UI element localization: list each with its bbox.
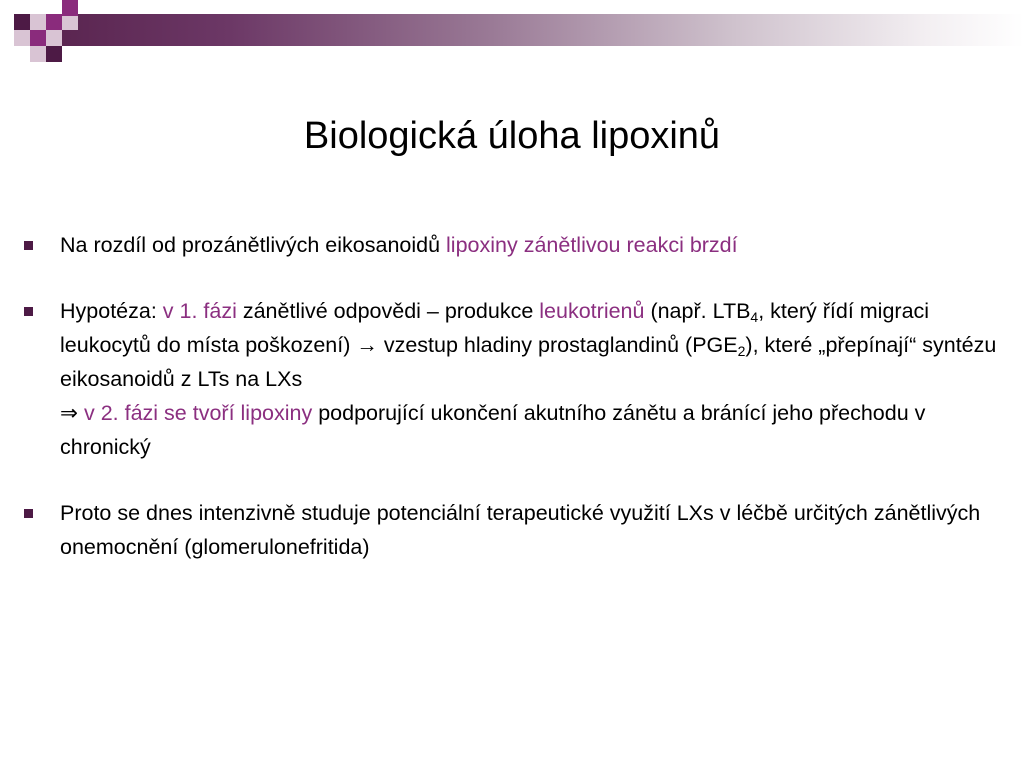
subscript: 2 [737, 343, 746, 359]
highlight-text: leukotrienů [539, 299, 645, 323]
deco-square [30, 46, 46, 62]
highlight-text: lipoxiny zánětlivou reakci brzdí [446, 233, 738, 257]
slide-title: Biologická úloha lipoxinů [303, 115, 721, 157]
deco-square [46, 46, 62, 62]
highlight-text: v 1. fázi [162, 299, 237, 323]
subscript: 4 [750, 309, 759, 325]
deco-square [30, 30, 46, 46]
square-bullet-icon [24, 241, 33, 250]
square-bullet-icon [24, 509, 33, 518]
highlight-text: v 2. fázi se tvoří lipoxiny [78, 401, 313, 425]
bullet-text: ), které „přepínají“ syntézu eikosanoidů z LTs na LXs [60, 333, 997, 391]
implies-symbol: ⇒ [60, 401, 79, 425]
bullet-text: , který řídí migraci leukocytů do místa poškození) → vzestup hladiny prostaglandinů (PGE [60, 299, 930, 357]
bullet-item [22, 496, 1012, 564]
header-gradient-band [56, 14, 1024, 46]
bullet-text: Na rozdíl od prozánětlivých eikosanoidů [60, 233, 447, 257]
deco-square [62, 0, 78, 16]
bullet-text: podporující ukončení akutního zánětu a bránící jeho přechodu v chronický [60, 401, 926, 459]
deco-square [14, 30, 30, 46]
bullet-text: Proto se dnes intenzivně studuje potenciální terapeutické využití LXs v léčbě určitých zánětlivých onemocnění (glomerulonefritida) [60, 501, 981, 559]
bullet-text: Hypotéza: [60, 299, 163, 323]
deco-square [46, 14, 62, 30]
deco-square [62, 14, 78, 30]
deco-square [30, 14, 46, 30]
bullet-text: zánětlivé odpovědi – produkce [236, 299, 540, 323]
bullet-item [22, 294, 1012, 464]
deco-square [46, 30, 62, 46]
square-bullet-icon [24, 307, 33, 316]
bullet-item [22, 228, 1012, 262]
deco-square [14, 14, 30, 30]
bullet-list [22, 228, 1012, 596]
header-decoration [0, 0, 1024, 64]
bullet-text: (např. LTB [644, 299, 751, 323]
